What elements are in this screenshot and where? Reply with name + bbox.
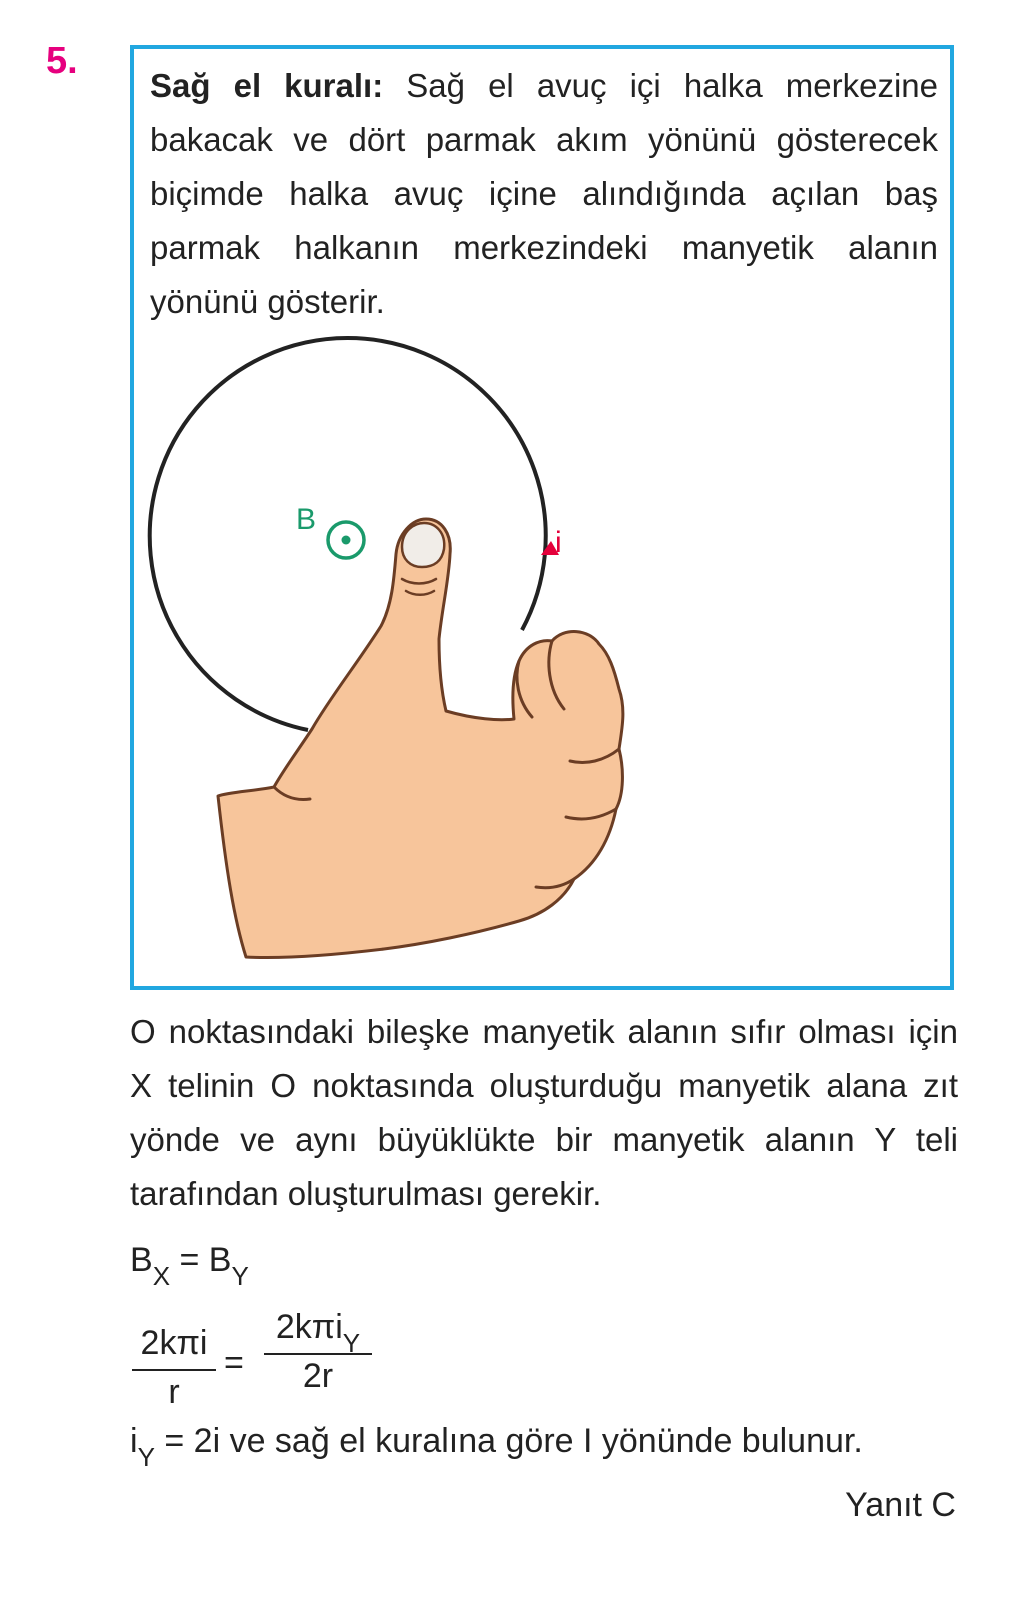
thumbnail (402, 523, 444, 567)
right-hand-rule-box (130, 45, 954, 990)
current-label: i (555, 526, 562, 559)
equation-bx-by: $B_X = B_Y$ (130, 1241, 249, 1291)
field-label: B (296, 503, 317, 536)
question-number: 5. (46, 40, 78, 82)
equation-equals: = (224, 1344, 244, 1382)
right-hand-rule-figure (134, 49, 950, 986)
rule-body: Sağ el avuç içi halka merkezine bakacak ve dört parmak akım yönünü gösterecek biçimde halka avuç içine alındığında açılan baş parmak halkanın merkezindeki manyetik alanın yönünü gösterir. (150, 67, 939, 320)
rule-title: Sağ el kuralı: (150, 67, 384, 104)
answer-label: Yanıt C (845, 1486, 956, 1524)
conclusion-line: $i_Y = 2i$ ve sağ el kuralına göre I yönünde bulunur. (130, 1422, 863, 1472)
solution-paragraph: O noktasındaki bileşke manyetik alanın sıfır olması için X telinin O noktasında oluşturduğu manyetik alana zıt yönde ve aynı büyüklükte bir manyetik alanın Y teli tarafından oluşturulması gerekir. (130, 1013, 958, 1212)
hand-icon (218, 519, 623, 958)
fraction-right: 2kπi$_Y$ 2r (264, 1308, 372, 1396)
fraction-left: 2kπi r (132, 1324, 216, 1412)
current-loop (150, 338, 546, 730)
